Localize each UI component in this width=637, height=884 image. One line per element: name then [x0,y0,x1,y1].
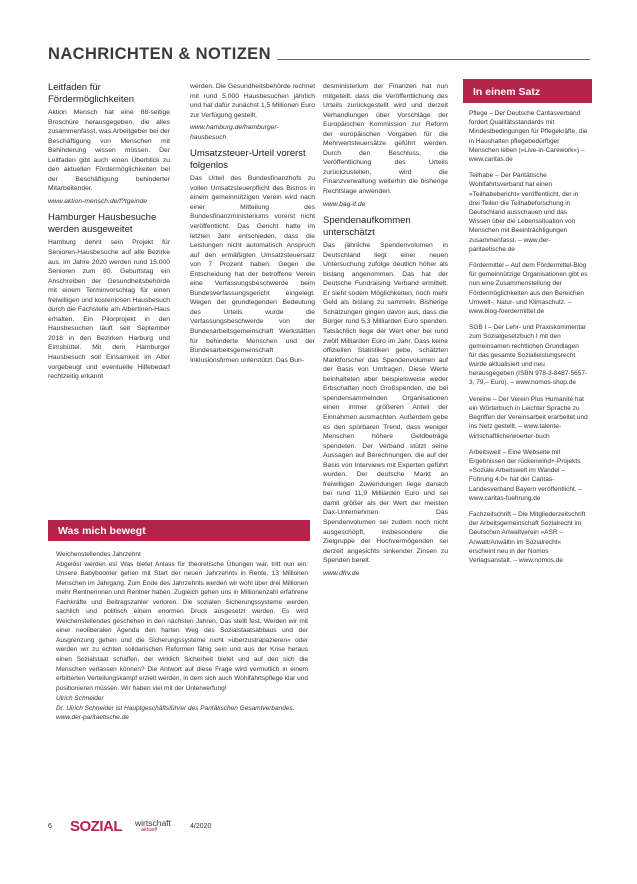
article-body: werden. Die Gesundheitsbehörde rechnet mit rund 5.000 Hausbesuchen jährlich und hat dafür zunächst 1,5 Millionen Euro zur Verfügung gestellt. [190,83,315,119]
sidebar-item: Fachzeitschrift – Die Mitgliederzeitschrift der Arbeitsgemeinschaft Sozialrecht im Deutschen Anwaltverein »ASR – Anwalt/Anwältin im Sozialrecht« erscheint neu in der Nomos Verlagsanstalt. – www.nomos.de [469,510,586,564]
article-link[interactable]: www.bag-if.de [323,200,366,208]
article-link[interactable]: www.hamburg.de/hamburger-hausbesuch [190,124,279,141]
box-title: Was mich bewegt [48,520,310,541]
page-number: 6 [48,823,52,830]
article-body: Das jährliche Spendenvolumen in Deutschland liegt einer neuen Untersuchung zufolge deutlich höher als bislang angenommen. Das hat der Deutsche Fundraising Verband ermittelt. Er sieht sodem Möglichkeiten, noch mehr Geld als bislang zu sammeln. Bisherige Schätzungen gingen davon aus, dass die Bürger rund 5,3 Milliarden Euro spenden. Tatsächlich liege der Wert eher bei rund zwölf Milliarden Euro im Jahr. Dass keine offiziellen Statistiken gebe, schätzten Marktforscher das Spendenvolumen auf der Basis von Umfragen. Diese Werte beinhalteten aber beispielsweise weder Erbschaften noch Großspenden, die bei spendensammelnden Organisationen einen immer größeren Anteil der Einnahmen ausmachten. Außerdem gebe es den spürbaren Trend, dass weniger Menschen höhere Geldbeträge spendeten. Der Verband stützt seine Aussagen auf Berechnungen, die auf der Basis von Interviews mit Experten geführt wurden. Der deutsche Markt an freiwilligen Zuwendungen liege danach bei rund 11,9 Milliarden Euro und sei damit größer als der Wert der meisten Dax-Unternehmen. Das Spendenvolumen sei zudem noch nicht ausgeschöpft, insbesondere die Zielgruppe der Hochvermögenden sei derzeit angesichts sinkender Zinsen zu Spenden bereit. [323,242,448,565]
header-rule [277,59,590,60]
article-link[interactable]: www.aktion-mensch.de/f?tgeinde [48,197,148,205]
article-title: Umsatzsteuer-Urteil vorerst folgenlos [190,148,306,171]
page-footer [48,818,288,838]
article-link[interactable]: www.dfrv.de [323,569,360,577]
sidebar-item: Vereine – Der Verein Plus Humanité hat ein Wörterbuch in Leichter Sprache zu Begriffen der Vereinsarbeit erarbeitet und ins Netz gestellt. – www.talente-wirtschaftliche/woerter-buch [469,395,588,440]
section-header [48,40,590,64]
article-title: Leitfaden für Fördermöglichkeiten [48,82,135,105]
article-title: Hamburger Hausbesuche werden ausgeweitet [48,212,157,235]
sidebar-item: Teilhabe – Der Paritätische Wohlfahrtsverband hat einen »Teilhabebericht« veröffentlicht, der in drei Teilen die Teilhabeforschung in Deutschland ausschauen und das Wissen über die Lebenssituation von Menschen mit Beeinträchtigungen zusammenfasst. – www.der-paritaetische.de [469,172,579,253]
author-credit: Dr. Ulrich Schneider ist Hauptgeschäftsführer des Paritätischen Gesamtverbandes. [56,704,295,712]
author-link[interactable]: www.der-paritaetische.de [56,714,129,722]
box-subtitle: Weichenstellendes Jahrzehnt [56,551,141,558]
box-body [48,541,310,723]
sidebar-body [463,103,592,565]
signature: Ulrich Schneider [56,695,104,703]
article-body: Aktion Mensch hat eine 88-seitige Broschüre herausgegeben, die alles zusammenfasst, was Arbeitgeber bei der Beschäftigung von Menschen mit Behinderung wissen müssen. Der Leitfaden gibt auch einen Überblick zu den aktuellen Fördermöglichkeiten bei der Beschäftigung behinderter Mitarbeitender. [48,109,170,193]
sidebar-item: Pflege – Der Deutsche Caritasverband fordert Qualitätsstandards mit Mindestbedingungen für Pflegekräfte, die in Haushalten pflegebedürftiger Menschen leben (»Live-in-Carework«) – www.caritas.de [469,110,588,164]
issue-number: 4/2020 [190,823,212,830]
article-body: Hamburg dehnt sein Projekt für Senioren-Hausbesuche auf alle Bezirke aus. Im Jahre 2020 werden rund 15.000 Senioren zum 80. Geburtstag ein Anschreiben der Gesundheitsbehörde mit einem Terminvorschlag für einen freiwilligen und kostenlosen Hausbesuch durch die Fachstelle am Albertinen-Haus erhalten. Ein Pilorprojekt in den Hausbesuchen läuft seit September 2018 in den Bezirken Harburg und Eimsbüttel. Mit dem Hamburger Hausbesuch soll Einsamkeit im Alter vorgebeugt und eventuelle Hilfebedarf rechtzeitig erkannt [48,239,170,381]
logo-sozial: SOZIAL [70,818,122,835]
sidebar-title: In einem Satz [463,79,592,103]
box-text: Abgelöst werden es! Was bietet Anlass für theoretische Übungen war, tritt nun ein: Unsere Babyboomer gehen mit Start der neuen Jahrzehnts in Rente. 13 Millionen Menschen im Jahrgang. Zum Ende des Jahrzehnts werden wir wohl über drei Millionen mehr Rentnerinnen und Rentner haben. Zugleich gehen uns in Millionenzahl erfahrene Fachkräfte und Beitragszahler verloren. Die sozialen Sicherungssysteme werden sachlich und politisch einem enormen Druck ausgesetzt werden. Es wird Weichenstellendes geschehen in den nächsten Jahren. Das stellt fest. Werden wir mit einer neoliberalen Agenda den harten Weg des Sozialstaatsabbaus und der Ausgrenzung gehen und die Sicherungssysteme nicht »überzustrapazieren« oder werden wir zu echten solidarischen Reformen fähig sein und aus der Krise heraus einen Sozialstaat schaffen, der wirklich Sicherheit bietet und auf den sich die Menschen verlassen können? Die Antwort auf diese Frage wird vermutlich in einem erbitterten Verteilungskampf erzielt werden, in dem sich auch Wohlfahrtspflege klar und positionieren müssen. Wir haben viel mit der Unterwerfung! [56,560,308,692]
article-title: Spendenaufkommen unterschätzt [323,215,411,238]
article-body: desministerium der Finanzen hat nun mitgeteilt, dass die Veröffentlichung des Urteils zurückgestellt wird und derzeit Verhandlungen über Vorschläge der Europäischen Kommission zur Reform der europäischen Vorgaben für die Mehrwertsteuersätze geführt werden. Durch den Beschluss, die Veröffentlichung des Urteils zurückzustellen, wird die Finanzverwaltung weiterhin die bisherige Rechtslage anwenden. [323,83,448,196]
article-body: Das Urteil des Bundesfinanzhofs zu vollen Umsatzsteuerpflicht des Bistros in einem gemeinnützigen Verein wird nach einer Mitteilung des Bundesfinanzministeriums vorerst nicht veröffentlicht. Das Gericht hatte im letzten Jahr entschieden, dass die Leistungen nicht automatisch Anspruch auf den ermäßigten Umsatzsteuersatz von 7 Prozent haben. Gegen die Entscheidung hat der betroffene Verein eine Verfassungsbeschwerde beim Bundesverfassungsgericht eingelegt. Wegen der grundlegenden Bedeutung des Urteils wurde die Verfassungsbeschwerde von der Bundesarbeitsgemeinschaft Werkstätten für behinderte Menschen und der Bundesarbeitsgemeinschaft Inklusionsfirmen unterstützt. Das Bun- [190,175,315,364]
sidebar-item: Arbeitswelt – Eine Webseite mit Ergebnissen der rückenwind+-Projekts »Soziale Arbeitswelt im Wandel – Führung 4.0« hat der Caritas-Landesverband Bayern veröffentlicht. – www.caritas-fuehrung.de [469,448,582,502]
column-2 [190,82,315,368]
sidebar-item: Fördermittel – Auf dem Fördermittel-Blog für gemeinnützige Organisationen gibt es nun eine Zusammenstellung der Fördermöglichkeiten aus den Bereichen Umwelt-, Natur- und Klimaschutz. – www.blog-foerdermittel.de [469,262,588,316]
sidebar-in-einem-satz [463,79,592,572]
sidebar-item: SGB I – Der Lehr- und Praxiskommentar zum Sozialgesetzbuch I mit den gemeinsamen rechtlichen Grundlagen für das gesamte Sozialleistungsrecht wurde aktualisiert und neu herausgegeben (ISBN 978-3-8487-5657-3, 79,– Euro). – www.nomos-shop.de [469,324,588,387]
section-title: NACHRICHTEN & NOTIZEN [48,45,271,63]
column-1 [48,82,170,385]
logo-wirtschaft: wirtschaft [135,818,171,828]
logo-aktuell: aktuell [141,827,157,833]
was-mich-bewegt-box [48,520,310,723]
column-3 [323,82,448,580]
